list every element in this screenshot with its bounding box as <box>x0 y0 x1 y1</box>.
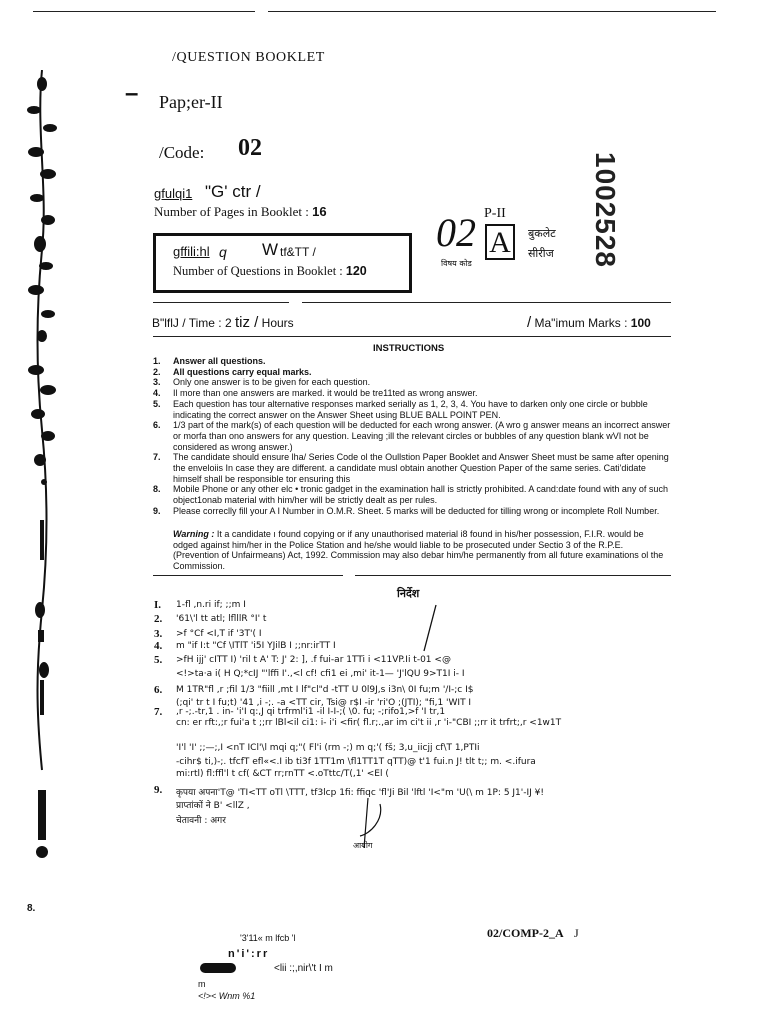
signature-caption: आयोग <box>353 841 373 850</box>
instruction-number: 2. <box>153 366 161 377</box>
time-unit: Hours <box>261 316 294 330</box>
question-count-box <box>153 233 412 293</box>
top-rule-left <box>33 11 255 12</box>
code-value: 02 <box>238 135 262 161</box>
hindi-item-text: चेतावनी : अगर <box>176 816 226 826</box>
badge-paper: P-II <box>484 206 506 221</box>
hindi-item-text: cn: er rft:,;r fui'a t ;;rr lBl<il ci1: i- i'i <fir( fl.r;.,ar im ci't ii ,r 'i-"CBI ;;rr it trfrt;,r <1w1T <box>176 718 562 728</box>
instructions-heading: INSTRUCTIONS <box>373 343 445 354</box>
pen-stroke-icon <box>420 603 440 653</box>
hindi-item-text: mi:rtl) fl:ffl'l t cf( &CT rr;rnTT <.oTttc/T(,1' <El ( <box>176 769 389 779</box>
instruction-item <box>153 399 673 420</box>
instructions-bottom-rule-right <box>355 575 671 576</box>
hindi-item-text: -cihr$ ti,)-;. tfcfT efl«<.I ib ti3f 1TT1m \fl1TT1T qTT)@ t'1 fui.n J! tlt t;; m. <.ifura <box>176 757 536 767</box>
questions-hindi: gffili:hl <box>173 244 210 259</box>
questions-hindi-d: tf&TT / <box>280 245 316 259</box>
instruction-item <box>153 484 673 505</box>
top-rule-right <box>268 11 716 12</box>
instruction-text: 1/3 part of the mark(s) of each question will be deducted for each wrong answer. (A wro g answer means an incorrect answer or morfa than ono answers for any question. Leaving ;ill the relevant circles or bubbles of any question blank wVI not be considered as wrong answer.) <box>173 420 671 452</box>
hindi-item-number: 9. <box>154 784 163 796</box>
hindi-item-text: '61\'l tt atl; lflllR °I' t <box>176 614 267 624</box>
hindi-item-text: 'I'l 'I' ;;—;,I <nT ICl'\l mqi q;"( Fl'i (rm -;) m q;'( fš; 3,u_iicjj cf\T 1,PTIi <box>176 743 480 753</box>
instruction-item <box>153 506 673 517</box>
footer-line-4: m <box>198 979 206 989</box>
footer-line-1: '3'11« m lfcb 'l <box>240 933 296 943</box>
hindi-item-number: 3. <box>154 628 163 640</box>
hindi-item-text: 1-fl ,n.ri if; ;;m I <box>176 600 246 610</box>
questions-hindi-b: q <box>219 244 227 260</box>
instructions-list <box>153 356 673 517</box>
footer-code-text: 02/COMP-2_A <box>487 926 563 940</box>
warning-text: It a candidate ı found copying or if any unauthorised material i8 found in his/her possession, F.I.R. would be odged against him/her in the Police Station and he/she would liable to be prosecuted under Sectio 3 of the R.P.E. (Prevention of Unfairmeans) Act, 1992. Commission may also debar him/he permanently from all future examinations ol the Commission. <box>173 529 664 572</box>
stamp-number <box>590 148 627 273</box>
paper-dash: – <box>125 80 139 107</box>
questions-hindi-c: W <box>262 240 279 259</box>
time-row <box>152 314 294 331</box>
badge-hindi-c: विषय कोड <box>441 259 472 268</box>
hindi-item-text: <!>ta·a i( H Q;*cIJ "'lffi I'.,<l cf! cfi1 ei ,mi' it-1— 'J'lQU 9>T1I i- I <box>176 669 465 679</box>
instruction-number: 8. <box>153 484 161 495</box>
footer-j: J <box>574 926 579 940</box>
side-mark-8: 8. <box>27 903 36 914</box>
questions-value: 120 <box>345 264 367 278</box>
instruction-item <box>153 367 673 378</box>
pages-value: 16 <box>312 204 327 219</box>
instruction-item <box>153 388 673 399</box>
marks-value: 100 <box>630 316 651 330</box>
instruction-text: Each question has tour alternative responses marked serially as 1, 2, 3, 4. You have to darken only one circle or bubble indicating the correct answer on the Answer Sheet using BLUE BALL POINT PEN. <box>173 398 648 420</box>
instruction-text: All questions carry equal marks. <box>173 366 312 377</box>
instruction-number: 6. <box>153 420 161 431</box>
footer-line-5: <!>< Wnm %1 <box>198 991 256 1001</box>
instruction-text: Please correclly fill your A I Number in O.M.R. Sheet. 5 marks will be deducted for tilling wrong or incomplete Roll Number. <box>173 505 660 516</box>
hindi-item-text: (;qi' tr t I fu;t) '41 ,i -;. -a <TT cir, Tsi@ r$I -ir 'ri'O ;(JTI); "fi,1 'WIT I <box>176 698 472 708</box>
hindi-item-number: 6. <box>154 684 163 696</box>
footer-line-2: n'i':rr <box>228 948 270 960</box>
instruction-item <box>153 377 673 388</box>
floral-border-icon <box>22 70 62 860</box>
pages-hindi: gfulqi1 <box>154 186 193 201</box>
badge-hindi-a: बुकलेट <box>528 227 556 240</box>
hindi-item-text: M 1TR"fl ,r ;fil 1/3 "fiill ,mt I lf"cl"d -tTT U 0l9J,s i3n\ 0I fu;m '/I-;c I$ <box>176 685 474 695</box>
badge-hindi-b: सीरीज <box>528 247 554 260</box>
pages-label <box>154 204 327 220</box>
marks-slash: / <box>527 314 532 331</box>
questions-label <box>173 264 367 279</box>
instruction-text: The candidate should ensure lha/ Series Code ol the Oullstion Paper Booklet and Answer Sheet must be same after opening the enveloiis In case they are different. a candidate musl obtain another Question Paper of the same series. Cati'didate himself shall be responsible tor ensuring this <box>173 452 669 484</box>
instruction-number: 1. <box>153 356 161 366</box>
code-label: /Code: <box>159 143 205 162</box>
hindi-item-text: >f °Cf <I,T if '3T'( I <box>176 629 262 639</box>
hindi-item-text: कृपया अपना'T@ 'TI<TT oTl \TTT, tf3lcp 1fi: ffiqc 'fl'Ji Bil 'lftl 'I<"m 'U(\ m 1P: 5 J1'-IJ ¥! <box>176 788 545 798</box>
instruction-number: 4. <box>153 388 161 399</box>
warning-label: Warning : <box>173 529 215 539</box>
pages-label-text: Number of Pages in Booklet : <box>154 204 309 219</box>
time-rule-right <box>302 302 671 303</box>
warning-block <box>173 529 671 572</box>
instruction-number: 5. <box>153 398 161 409</box>
hindi-item-text: m "if I:t "Cf \ITlT 'i5I YJilB I ;;nr:irTT I <box>176 641 336 651</box>
instruction-text: Mobile Phone or any other elc • tronic gadget in the examination hall is strictly prohibited. A cand:date found with any of such object1onab material with him/her will be strictly dealt as per rules. <box>173 484 668 506</box>
booklet-title: /QUESTION BOOKLET <box>172 50 325 65</box>
instructions-bottom-rule-left <box>153 575 343 576</box>
hindi-item-number: I. <box>154 599 162 611</box>
marks-label: Ma"imum Marks : <box>534 316 628 330</box>
questions-label-text: Number of Questions in Booklet : <box>173 264 343 278</box>
hindi-item-number: 7. <box>154 706 163 718</box>
instructions-top-rule <box>153 336 671 337</box>
instruction-item <box>153 452 673 484</box>
hindi-item-text: प्राप्तांकों ने B' <llZ , <box>176 801 250 811</box>
instruction-number: 7. <box>153 452 161 463</box>
hindi-item-text: >fH ijj' cITT I) 'ril t A' T: J' 2: ], .f fui-ar 1TTi i <11VP.Ii t-01 <@ <box>176 655 451 665</box>
instruction-number: 9. <box>153 505 161 516</box>
footer-line-3: <lii :;,nir\'t I m <box>274 963 333 974</box>
time-hindi: B"lflJ / <box>152 316 186 330</box>
hindi-item-number: 4. <box>154 640 163 652</box>
hindi-item-number: 5. <box>154 654 163 666</box>
instruction-text: Answer all questions. <box>173 356 266 366</box>
time-label: Time : 2 <box>188 316 232 330</box>
hindi-item-text: ,r -;.-tr,1 . in- 'i'I q:,J qi trfrml'i1 -il I-I-;( \0. fu; -;rifo1,>f 'I tr,1 <box>176 707 446 717</box>
pages-hindi-b: "G' ctr / <box>205 182 261 201</box>
hindi-item-number: 2. <box>154 613 163 625</box>
series-badge <box>436 208 566 280</box>
footer-code <box>487 926 579 941</box>
instruction-text: Only one answer is to be given for each question. <box>173 377 371 388</box>
marks-row <box>527 314 651 331</box>
instruction-number: 3. <box>153 377 161 388</box>
badge-code: 02 <box>436 210 476 255</box>
instruction-item <box>153 356 673 367</box>
footer-squiggle <box>200 963 236 973</box>
paper-label: Pap;er-II <box>159 92 223 112</box>
hindi-heading: निर्देश <box>397 587 420 600</box>
badge-letter: A <box>485 224 515 260</box>
stamp-number-text: 1002528 <box>590 151 622 269</box>
time-hindi-b: tiz / <box>234 314 259 331</box>
instruction-item <box>153 420 673 452</box>
time-rule-left <box>153 302 289 303</box>
instruction-text: Il more than one answers are marked. it would be tre11ted as wrong answer. <box>173 388 478 399</box>
